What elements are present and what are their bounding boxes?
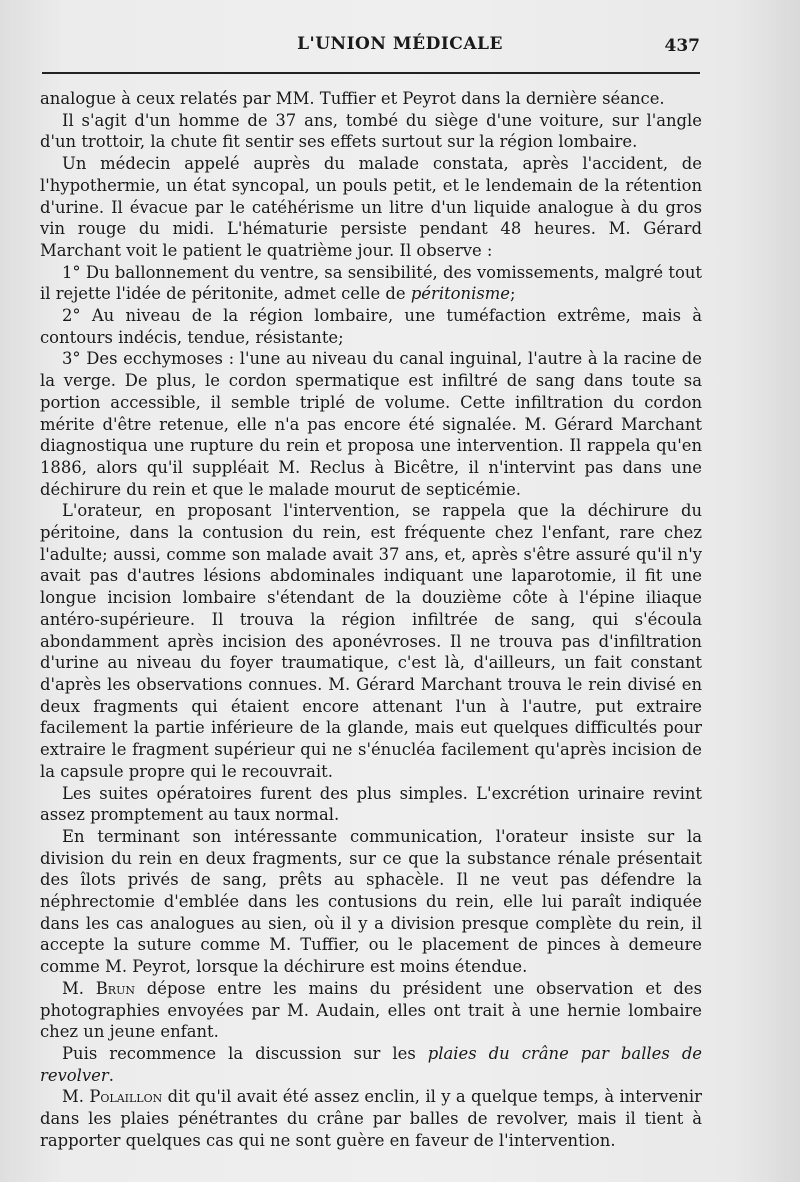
italic-term: péritonisme	[410, 284, 510, 304]
article-body	[40, 88, 702, 1151]
paragraph: Un médecin appelé auprès du malade constata, après l'accident, de l'hypothermie, un état syncopal, un pouls petit, et le lendemain de la rétention d'urine. Il évacue par le catéhérisme un litre d'un liquide analogue à du gros vin rouge du midi. L'hématurie persiste pendant 48 heures. M. Gérard Marchant voit le patient le quatrième jour. Il observe :	[40, 154, 702, 260]
paragraph: analogue à ceux relatés par MM. Tuffier et Peyrot dans la dernière séance.	[40, 89, 665, 108]
speaker-name: Polaillon	[89, 1087, 163, 1107]
paragraph	[40, 978, 702, 1043]
journal-title: L'UNION MÉDICALE	[297, 34, 503, 54]
paragraph: Il s'agit d'un homme de 37 ans, tombé du siège d'une voiture, sur l'angle d'un trottoir, la chute fit sentir ses effets surtout sur la région lombaire.	[40, 110, 702, 152]
speaker-name: Brun	[95, 978, 135, 998]
paragraph	[40, 1043, 702, 1086]
text-run: 1° Du ballonnement du ventre, sa sensibilité, des vomissements, malgré tout il rejette l'idée de péritonite, admet celle de	[40, 262, 702, 304]
text-run: dépose entre les mains du président une observation et des photographies envoyées par M. Audain, elles ont trait à une hernie lombaire chez un jeune enfant.	[40, 978, 702, 1042]
paragraph: Les suites opératoires furent des plus simples. L'excrétion urinaire revint assez promptement au taux normal.	[40, 783, 702, 825]
text-run: M.	[62, 1087, 90, 1107]
text-run: dit qu'il avait été assez enclin, il y a quelque temps, à intervenir dans les plaies pénétrantes du crâne par balles de revolver, mais il tient à rapporter quelques cas qui ne sont guère en faveur de l'intervention.	[40, 1087, 703, 1150]
paragraph	[40, 1086, 702, 1151]
paragraph: 3° Des ecchymoses : l'une au niveau du canal inguinal, l'autre à la racine de la verge. De plus, le cordon spermatique est infiltré de sang dans toute sa portion accessible, il semble triplé de volume. Cette infiltration du cordon mérite d'être retenue, elle n'a pas encore été signalée. M. Gérard Marchant diagnostiqua une rupture du rein et proposa une intervention. Il rappela qu'en 1886, alors qu'il suppléait M. Reclus à Bicêtre, il n'intervint pas dans une déchirure du rein et que le malade mourut de septicémie.	[40, 349, 702, 499]
paragraph: 2° Au niveau de la région lombaire, une tuméfaction extrême, mais à contours indécis, tendue, résistante;	[40, 306, 702, 347]
italic-topic: plaies du crâne par balles de revolver	[40, 1043, 703, 1085]
paragraph: L'orateur, en proposant l'intervention, se rappela que la déchirure du péritoine, dans la contusion du rein, est fréquente chez l'enfant, rare chez l'adulte; aussi, comme son malade avait 37 ans, et, après s'être assuré qu'il n'y avait pas d'autres lésions abdominales indiquant une laparotomie, il fit une longue incision lombaire s'étendant de la douzième côte à l'épine iliaque antéro-supérieure. Il trouva la région infiltrée de sang, qui s'écoula abondamment après incision des aponévroses. Il ne trouva pas d'infiltration d'urine au niveau du foyer traumatique, c'est là, d'ailleurs, un fait constant d'après les observations connues. M. Gérard Marchant trouva le rein divisé en deux fragments qui étaient encore attenant l'un à l'autre, put extraire facilement la partie inférieure de la glande, mais eut quelques difficultés pour extraire le fragment supérieur qui ne s'énucléa facilement qu'après incision de la capsule propre qui le recouvrait.	[40, 501, 702, 781]
paragraph: En terminant son intéressante communication, l'orateur insiste sur la division du rein en deux fragments, sur ce que la substance rénale présentait des îlots privés de sang, prêts au sphacèle. Il ne veut pas défendre la néphrectomie d'emblée dans les contusions du rein, elle lui paraît indiquée dans les cas analogues au sien, où il y a division presque complète du rein, il accepte la suture comme M. Tuffier, ou le placement de pinces à demeure comme M. Peyrot, lorsque la déchirure est moins étendue.	[40, 826, 702, 977]
paragraph	[40, 262, 702, 305]
page-number: 437	[664, 36, 700, 56]
running-header	[0, 32, 800, 62]
header-rule	[42, 72, 700, 74]
text-run: M.	[62, 978, 96, 998]
text-run: ;	[510, 284, 516, 304]
text-run: .	[108, 1065, 114, 1085]
text-run: Puis recommence la discussion sur les	[62, 1043, 428, 1063]
